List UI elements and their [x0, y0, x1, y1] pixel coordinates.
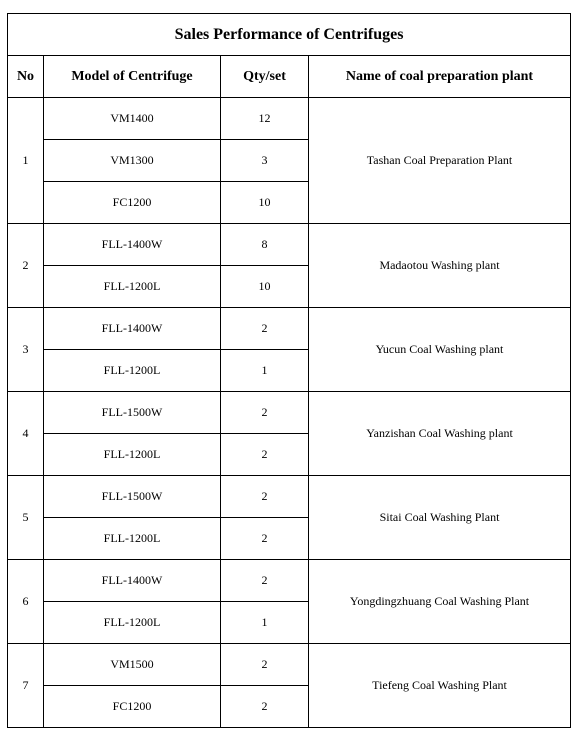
cell-qty: 2	[221, 644, 309, 686]
cell-plant: Yongdingzhuang Coal Washing Plant	[309, 560, 571, 644]
cell-qty: 2	[221, 434, 309, 476]
table-row	[8, 392, 571, 434]
cell-qty: 2	[221, 686, 309, 728]
cell-no: 4	[8, 392, 44, 476]
cell-model: FLL-1200L	[44, 266, 221, 308]
cell-qty: 2	[221, 476, 309, 518]
cell-model: FLL-1200L	[44, 350, 221, 392]
cell-no: 2	[8, 224, 44, 308]
table-title: Sales Performance of Centrifuges	[8, 14, 571, 56]
cell-no: 3	[8, 308, 44, 392]
cell-model: FLL-1200L	[44, 602, 221, 644]
cell-no: 6	[8, 560, 44, 644]
cell-qty: 8	[221, 224, 309, 266]
table-row	[8, 476, 571, 518]
cell-model: FLL-1200L	[44, 518, 221, 560]
table-body	[8, 98, 571, 728]
header-plant: Name of coal preparation plant	[309, 56, 571, 98]
cell-model: FLL-1500W	[44, 476, 221, 518]
sales-table	[7, 13, 571, 728]
header-no: No	[8, 56, 44, 98]
table-row	[8, 308, 571, 350]
cell-no: 1	[8, 98, 44, 224]
header-qty: Qty/set	[221, 56, 309, 98]
cell-model: VM1300	[44, 140, 221, 182]
cell-plant: Yanzishan Coal Washing plant	[309, 392, 571, 476]
cell-no: 5	[8, 476, 44, 560]
cell-qty: 1	[221, 602, 309, 644]
cell-model: FLL-1400W	[44, 560, 221, 602]
cell-plant: Yucun Coal Washing plant	[309, 308, 571, 392]
cell-qty: 2	[221, 560, 309, 602]
cell-model: FC1200	[44, 686, 221, 728]
cell-no: 7	[8, 644, 44, 728]
cell-model: VM1500	[44, 644, 221, 686]
cell-plant: Tashan Coal Preparation Plant	[309, 98, 571, 224]
header-model: Model of Centrifuge	[44, 56, 221, 98]
table-row	[8, 644, 571, 686]
cell-qty: 10	[221, 182, 309, 224]
cell-model: FLL-1400W	[44, 308, 221, 350]
cell-model: FLL-1500W	[44, 392, 221, 434]
cell-model: FC1200	[44, 182, 221, 224]
cell-model: VM1400	[44, 98, 221, 140]
cell-plant: Madaotou Washing plant	[309, 224, 571, 308]
cell-plant: Tiefeng Coal Washing Plant	[309, 644, 571, 728]
table-row	[8, 560, 571, 602]
cell-qty: 2	[221, 518, 309, 560]
cell-qty: 2	[221, 392, 309, 434]
cell-qty: 1	[221, 350, 309, 392]
table-row	[8, 224, 571, 266]
cell-qty: 12	[221, 98, 309, 140]
cell-qty: 2	[221, 308, 309, 350]
cell-qty: 10	[221, 266, 309, 308]
cell-model: FLL-1200L	[44, 434, 221, 476]
table-row	[8, 98, 571, 140]
cell-plant: Sitai Coal Washing Plant	[309, 476, 571, 560]
cell-model: FLL-1400W	[44, 224, 221, 266]
cell-qty: 3	[221, 140, 309, 182]
